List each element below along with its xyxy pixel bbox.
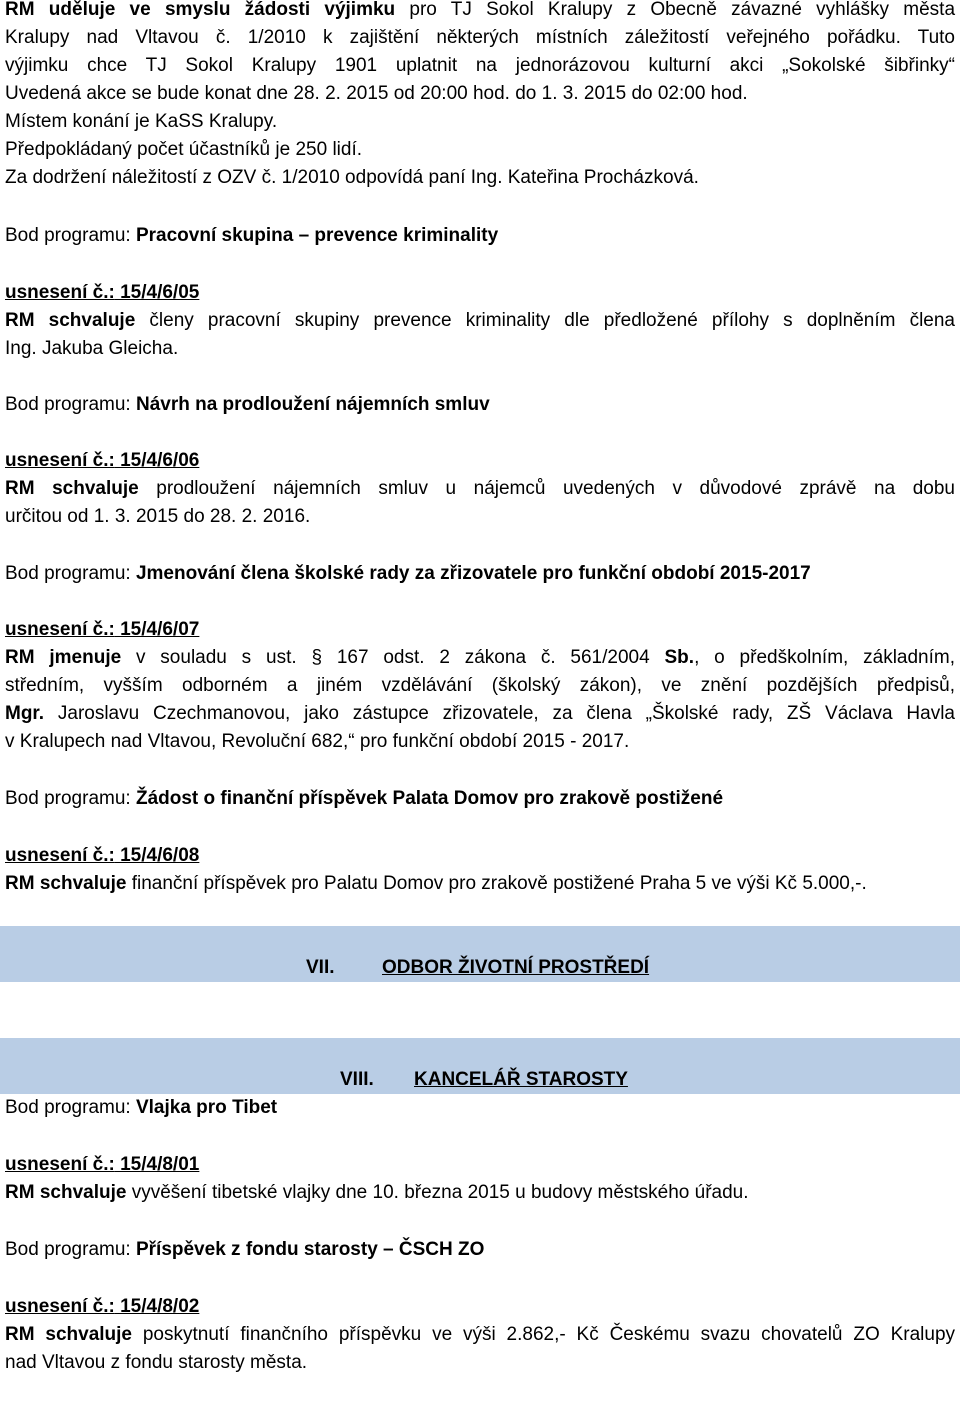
agenda-item-title: Vlajka pro Tibet	[135, 1097, 278, 1118]
intro-line-2: Kralupy nad Vltavou č. 1/2010 k zajištění některých místních záležitostí veřejného pořádku. Tuto	[5, 27, 955, 48]
intro-line-3: výjimku chce TJ Sokol Kralupy 1901 uplatnit na jednorázovou kulturní akci „Sokolské šibřinky“	[5, 55, 955, 76]
intro-paragraph	[5, 0, 955, 192]
agenda-item-heading: Bod programu: Vlajka pro Tibet	[5, 1097, 278, 1118]
agenda-item-title: Příspěvek z fondu starosty – ČSCH ZO	[135, 1239, 485, 1260]
section-heading-viii: VIII. KANCELÁŘ STAROSTY	[340, 1069, 628, 1090]
agenda-item-heading: Bod programu: Pracovní skupina – prevence kriminality	[5, 225, 499, 246]
agenda-item-heading: Bod programu: Žádost o finanční příspěvek Palata Domov pro zrakově postižené	[5, 788, 724, 809]
resolution-text: RM schvaluje finanční příspěvek pro Palatu Domov pro zrakově postižené Praha 5 ve výši Kč 5.000,-.	[5, 873, 867, 894]
resolution-number: usnesení č.: 15/4/8/02	[5, 1296, 200, 1317]
agenda-item-heading: Bod programu: Příspěvek z fondu starosty – ČSCH ZO	[5, 1239, 485, 1260]
agenda-item-heading: Bod programu: Jmenování člena školské rady za zřizovatele pro funkční období 2015-2017	[5, 563, 811, 584]
agenda-item-title: Žádost o finanční příspěvek Palata Domov pro zrakově postižené	[135, 788, 724, 809]
intro-line-1: RM uděluje ve smyslu žádosti výjimku pro TJ Sokol Kralupy z Obecně závazné vyhlášky města	[5, 0, 956, 20]
resolution-number: usnesení č.: 15/4/6/06	[5, 450, 200, 471]
resolution-text: RM schvaluje poskytnutí finančního příspěvku ve výši 2.862,- Kč Českému svazu chovatelů ZO Kralupy nad Vltavou z fondu starosty města.	[5, 1324, 956, 1373]
section-heading-vii: VII. ODBOR ŽIVOTNÍ PROSTŘEDÍ	[306, 957, 650, 978]
resolution-text: RM jmenuje v souladu s ust. § 167 odst. 2 zákona č. 561/2004 Sb., o předškolním, základním, středním, vyšším odborném a jiném vzdělávání (školský zákon), ve znění pozdějších předpisů, Mgr. Jaroslavu Czechmanovou, jako zástupce zřizovatele, za člena „Školské rady, ZŠ Václava Havla v Kralupech nad Vltavou, Revoluční 682,“ pro funkční období 2015 - 2017.	[5, 647, 956, 752]
agenda-item-title: Jmenování člena školské rady za zřizovatele pro funkční období 2015-2017	[135, 563, 811, 584]
agenda-item-title: Pracovní skupina – prevence kriminality	[135, 225, 499, 246]
intro-attendance: Předpokládaný počet účastníků je 250 lidí.	[5, 139, 363, 160]
resolution-number: usnesení č.: 15/4/6/07	[5, 619, 200, 640]
agenda-item-heading: Bod programu: Návrh na prodloužení nájemních smluv	[5, 394, 490, 415]
resolution-number: usnesení č.: 15/4/8/01	[5, 1154, 200, 1175]
intro-bold: RM uděluje ve smyslu žádosti výjimku	[5, 0, 396, 20]
resolution-text: RM schvaluje členy pracovní skupiny prevence kriminality dle předložené přílohy s doplněním člena Ing. Jakuba Gleicha.	[5, 310, 955, 359]
intro-responsible: Za dodržení náležitostí z OZV č. 1/2010 odpovídá paní Ing. Kateřina Procházková.	[5, 167, 699, 188]
resolution-number: usnesení č.: 15/4/6/05	[5, 282, 200, 303]
resolution-text: RM schvaluje vyvěšení tibetské vlajky dne 10. března 2015 u budovy městského úřadu.	[5, 1182, 749, 1203]
agenda-item-title: Návrh na prodloužení nájemních smluv	[135, 394, 490, 415]
intro-line-4: Uvedená akce se bude konat dne 28. 2. 2015 od 20:00 hod. do 1. 3. 2015 do 02:00 hod.	[5, 83, 748, 104]
resolution-text: RM schvaluje prodloužení nájemních smluv u nájemců uvedených v důvodové zprávě na dobu určitou od 1. 3. 2015 do 28. 2. 2016.	[5, 478, 955, 527]
resolution-number: usnesení č.: 15/4/6/08	[5, 845, 200, 866]
intro-venue: Místem konání je KaSS Kralupy.	[5, 111, 278, 132]
